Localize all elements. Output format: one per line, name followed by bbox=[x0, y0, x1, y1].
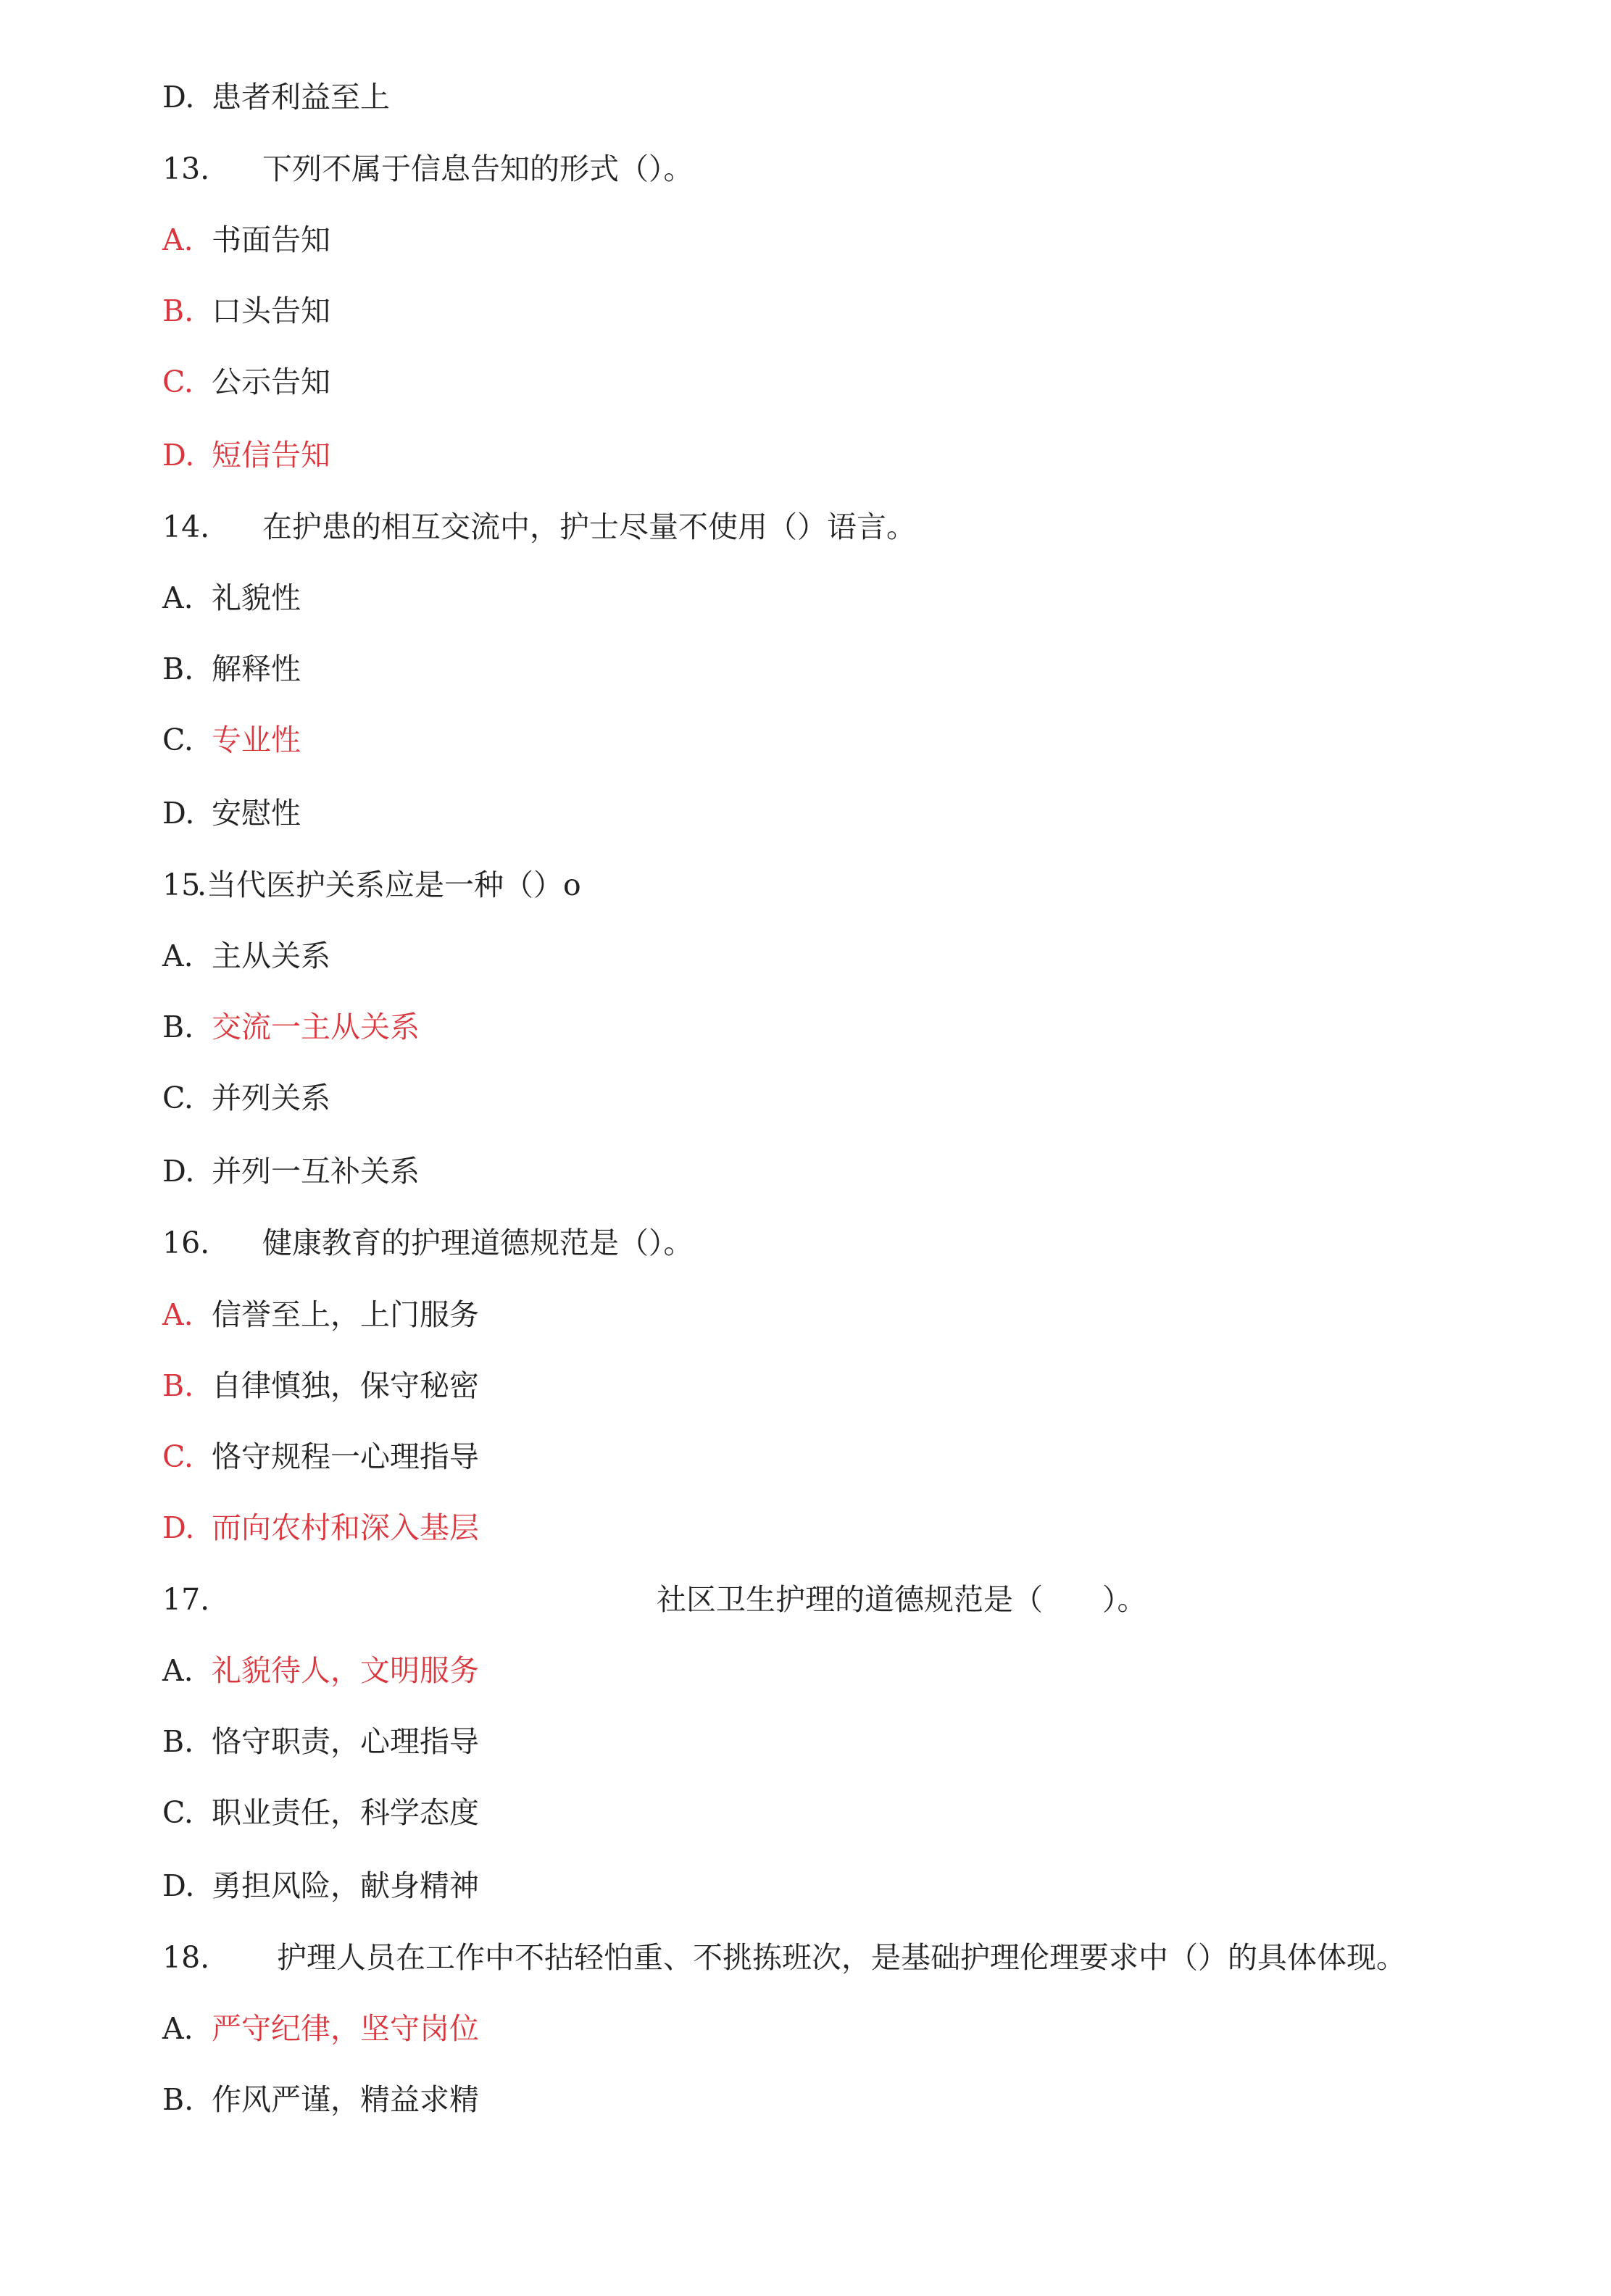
option-letter: B. bbox=[162, 652, 194, 686]
option-text: 安慰性 bbox=[212, 796, 301, 831]
question-number: 16. bbox=[162, 1226, 210, 1260]
option-letter: D. bbox=[162, 80, 195, 115]
option-d-q16 bbox=[162, 1506, 479, 1550]
question-number: 17. bbox=[162, 1582, 210, 1617]
option-letter: C. bbox=[162, 1081, 193, 1115]
option-letter: A. bbox=[162, 1297, 193, 1332]
option-a-q14 bbox=[162, 576, 301, 620]
option-text: 恪守规程一心理指导 bbox=[212, 1439, 479, 1474]
option-letter: B. bbox=[162, 294, 194, 328]
option-text: 职业责任，科学态度 bbox=[212, 1795, 479, 1830]
option-text: 作风严谨，精益求精 bbox=[212, 2082, 479, 2117]
question-number: 18. bbox=[162, 1940, 210, 1975]
option-text: 书面告知 bbox=[212, 222, 330, 257]
option-b-q18 bbox=[162, 2078, 479, 2121]
option-d-q15 bbox=[162, 1149, 420, 1193]
option-letter: A. bbox=[162, 222, 193, 257]
question-17 bbox=[162, 1578, 1147, 1621]
option-text: 严守纪律，坚守岗位 bbox=[212, 2011, 479, 2046]
option-text: 礼貌待人，文明服务 bbox=[212, 1653, 479, 1688]
option-text: 勇担风险，献身精神 bbox=[212, 1868, 479, 1903]
option-letter: A. bbox=[162, 939, 193, 973]
question-text: 下列不属于信息告知的形式（）。 bbox=[262, 151, 694, 186]
option-text: 恪守职责，心理指导 bbox=[212, 1724, 479, 1759]
option-letter: C. bbox=[162, 1795, 193, 1830]
option-a-q17 bbox=[162, 1649, 479, 1692]
option-c-q13 bbox=[162, 360, 330, 404]
option-a-q16 bbox=[162, 1293, 479, 1336]
option-letter: D. bbox=[162, 1868, 195, 1903]
option-b-q16 bbox=[162, 1364, 479, 1407]
option-letter: A. bbox=[162, 1653, 193, 1688]
option-b-q14 bbox=[162, 647, 301, 691]
option-b-q13 bbox=[162, 289, 330, 333]
option-text: 主从关系 bbox=[212, 939, 330, 973]
option-letter: A. bbox=[162, 2011, 193, 2046]
question-text: 在护患的相互交流中，护士尽量不使用（）语言。 bbox=[262, 509, 916, 544]
option-text: 患者利益至上 bbox=[212, 80, 390, 115]
option-c-q15 bbox=[162, 1076, 330, 1120]
question-16 bbox=[162, 1221, 694, 1265]
option-text: 短信告知 bbox=[212, 438, 330, 473]
option-letter: B. bbox=[162, 1368, 194, 1403]
option-d-q17 bbox=[162, 1864, 479, 1908]
option-letter: C. bbox=[162, 365, 193, 399]
option-a-q13 bbox=[162, 218, 330, 262]
option-a-q15 bbox=[162, 934, 330, 978]
option-letter: D. bbox=[162, 438, 195, 473]
option-letter: B. bbox=[162, 2082, 194, 2117]
question-number: 15 bbox=[162, 868, 201, 902]
option-text: 信誉至上，上门服务 bbox=[212, 1297, 479, 1332]
option-text: 专业性 bbox=[212, 723, 301, 757]
option-text: 交流一主从关系 bbox=[212, 1010, 420, 1044]
option-b-q17 bbox=[162, 1720, 479, 1763]
option-d-q12 bbox=[162, 75, 390, 119]
option-c-q17 bbox=[162, 1791, 479, 1834]
option-b-q15 bbox=[162, 1005, 420, 1049]
option-letter: B. bbox=[162, 1724, 194, 1759]
option-letter: D. bbox=[162, 1154, 195, 1189]
question-text: .当代医护关系应是一种（）o bbox=[197, 868, 581, 902]
option-letter: D. bbox=[162, 796, 195, 831]
option-letter: D. bbox=[162, 1510, 195, 1545]
option-text: 并列一互补关系 bbox=[212, 1154, 420, 1189]
option-text: 并列关系 bbox=[212, 1081, 330, 1115]
option-text: 而向农村和深入基层 bbox=[212, 1510, 479, 1545]
question-14 bbox=[162, 505, 916, 549]
option-letter: C. bbox=[162, 1439, 193, 1474]
option-c-q14 bbox=[162, 718, 301, 762]
option-letter: C. bbox=[162, 723, 193, 757]
question-15 bbox=[162, 863, 581, 907]
option-text: 解释性 bbox=[212, 652, 301, 686]
question-number: 14. bbox=[162, 509, 210, 544]
option-text: 礼貌性 bbox=[212, 581, 301, 615]
option-d-q13 bbox=[162, 433, 330, 477]
option-c-q16 bbox=[162, 1435, 479, 1478]
option-a-q18 bbox=[162, 2007, 479, 2050]
question-text: 护理人员在工作中不拈轻怕重、不挑拣班次，是基础护理伦理要求中（）的具体体现。 bbox=[277, 1940, 1406, 1975]
question-number: 13. bbox=[162, 151, 210, 186]
option-text: 口头告知 bbox=[212, 294, 330, 328]
option-letter: A. bbox=[162, 581, 193, 615]
question-13 bbox=[162, 147, 694, 191]
question-18 bbox=[162, 1936, 1406, 1979]
option-letter: B. bbox=[162, 1010, 194, 1044]
option-text: 自律慎独，保守秘密 bbox=[212, 1368, 479, 1403]
option-text: 公示告知 bbox=[212, 365, 330, 399]
question-text: 社区卫生护理的道德规范是（ ）。 bbox=[657, 1582, 1147, 1617]
question-text: 健康教育的护理道德规范是（）。 bbox=[262, 1226, 694, 1260]
option-d-q14 bbox=[162, 791, 301, 835]
